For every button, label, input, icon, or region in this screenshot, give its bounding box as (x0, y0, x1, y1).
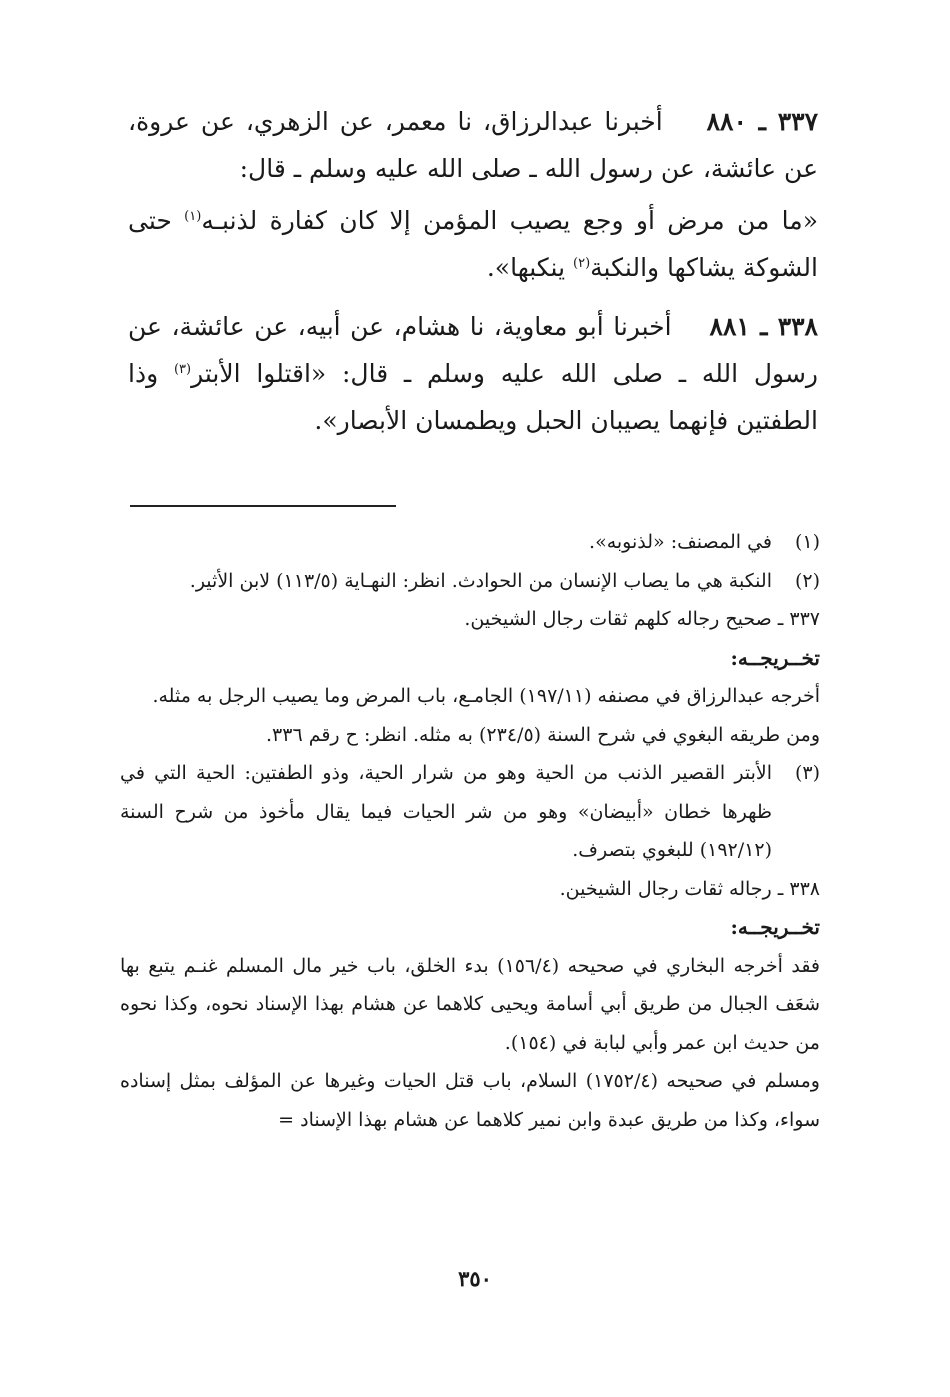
hadith-881-number: ٣٣٨ ـ ٨٨١ (709, 312, 818, 341)
footnote-3-text: الأبتر القصير الذنب من الحية وهو من شرار الحية، وذو الطفتين: الحية التي في ظهرها خطان «أبيضان» وهو من شر الحيات فيما يقال مأخوذ من شرح السنة (١٩٢/١٢) للبغوي بتصرف. (120, 762, 772, 861)
takhrij-337-heading: ٣٣٧ ـ صحيح رجاله كلهم ثقات رجال الشيخين. (464, 608, 820, 630)
takhrij-337-label: تخــريجــه: (730, 645, 820, 670)
hadith-881 (128, 303, 818, 444)
hadith-880-matn (128, 197, 818, 291)
footnotes (120, 523, 820, 1139)
hadith-881-text-b: وذا الطفتين فإنهما يصيبان الحبل ويطمسان الأبصار». (128, 359, 818, 435)
hadith-880-matn-c: ينكبها». (486, 253, 574, 282)
footnote-separator (130, 505, 396, 507)
hadith-880-matn-b: حتى الشوكة يشاكها والنكبة (128, 206, 818, 282)
takhrij-338-paragraph-1: فقد أخرجه البخاري في صحيحه (١٥٦/٤) بدء الخلق، باب خير مال المسلم غنـم يتبع بها شعَف الجبال من طريق أبي أسامة ويحيى كلاهما عن هشام بهذا الإسناد نحوه، وكذا نحوه من حديث ابن عمر وأبي لبابة في (١٥٤). (120, 954, 821, 1054)
footnote-ref-3: (٣) (173, 362, 192, 377)
page-number: ٣٥٠ (458, 1266, 492, 1291)
takhrij-337-paragraph-1: أخرجه عبدالرزاق في مصنفه (١٩٧/١١) الجامـع، باب المرض وما يصيب الرجل به مثله. (152, 685, 820, 707)
hadith-880-isnad-text: أخبرنا عبدالرزاق، نا معمر، عن الزهري، عن عروة، عن عائشة، عن رسول الله ـ صلى الله عليه وسلم ـ قال: (128, 107, 818, 183)
takhrij-338-label: تخــريجــه: (730, 915, 820, 939)
footnote-ref-2: (٢) (573, 256, 591, 271)
hadith-881-text (128, 303, 818, 444)
footnote-3 (120, 754, 820, 870)
hadith-880 (128, 98, 818, 291)
footnote-1-text: في المصنف: «لذنوبه». (589, 531, 772, 553)
footnote-1 (120, 523, 820, 562)
takhrij-338-heading: ٣٣٨ ـ رجاله ثقات رجال الشيخين. (559, 877, 820, 900)
footnote-3-label: (٣) (794, 762, 820, 784)
takhrij-338-paragraph-2: ومسلم في صحيحه (١٧٥٢/٤) السلام، باب قتل الحيات وغيرها عن المؤلف بمثل إسناده سواء، وكذا من طريق عبدة وابن نمير كلاهما عن هشام بهذا الإسناد = (120, 1070, 820, 1131)
footnote-2-label: (٢) (794, 569, 820, 592)
footnote-1-label: (١) (794, 531, 820, 553)
hadith-880-matn-a: «ما من مرض أو وجع يصيب المؤمن إلا كان كفارة لذنبـه (201, 206, 818, 235)
hadith-880-number: ٣٣٧ ـ ٨٨٠ (706, 107, 819, 136)
hadith-880-isnad (128, 98, 818, 192)
footnote-2-text: النكبة هي ما يصاب الإنسان من الحوادث. انظر: النهـاية (١١٣/٥) لابن الأثير. (189, 569, 772, 592)
footnote-2 (120, 562, 820, 601)
takhrij-337-paragraph-2: ومن طريقه البغوي في شرح السنة (٢٣٤/٥) به مثله. انظر: ح رقم ٣٣٦. (265, 723, 820, 746)
hadith-881-text-a: أخبرنا أبو معاوية، نا هشام، عن أبيه، عن عائشة، عن رسول الله ـ صلى الله عليه وسلم ـ قال: «اقتلوا الأبتر (128, 312, 818, 388)
footnote-ref-1: (١) (184, 209, 202, 224)
